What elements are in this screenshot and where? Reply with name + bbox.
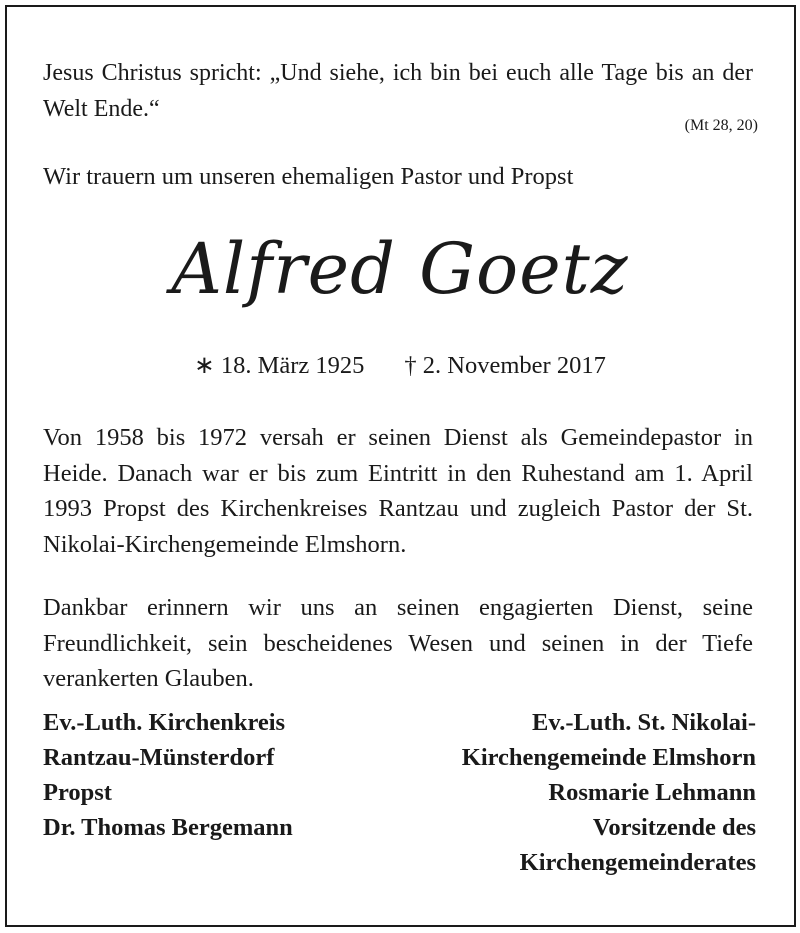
intro-line: Wir trauern um unseren ehemaligen Pastor und Propst [43, 163, 574, 190]
verse-reference: (Mt 28, 20) [684, 117, 758, 134]
signature-right [462, 705, 756, 880]
signature-line: Ev.-Luth. St. Nikolai- [532, 709, 756, 736]
signature-line: Kirchengemeinde Elmshorn [461, 744, 756, 771]
signature-line: Rantzau-Münsterdorf [43, 744, 275, 771]
gratitude-paragraph: Dankbar erinnern wir uns an seinen engagierten Dienst, seine Freundlichkeit, sein bescheidenes Wesen und seinen in der Tiefe verankerten Glauben. [43, 594, 753, 692]
bible-verse: Jesus Christus spricht: „Und siehe, ich bin bei euch alle Tage bis an der Welt Ende.“ [43, 60, 753, 122]
signature-line: Rosmarie Lehmann [548, 779, 756, 806]
signature-left [43, 705, 293, 845]
deceased-name: Alfred Goetz [171, 228, 629, 310]
signature-line: Ev.-Luth. Kirchenkreis [43, 709, 286, 736]
signature-line: Kirchengemeinderates [519, 849, 756, 876]
signature-line: Dr. Thomas Bergemann [43, 814, 293, 841]
death-date: † 2. November 2017 [404, 352, 606, 379]
signature-line: Propst [43, 779, 112, 806]
signature-line: Vorsitzende des [592, 814, 756, 841]
life-dates [0, 350, 800, 380]
birth-date: ∗ 18. März 1925 [194, 352, 365, 379]
biography-paragraph: Von 1958 bis 1972 versah er seinen Dienst als Gemeindepastor in Heide. Danach war er bis zum Eintritt in den Ruhestand am 1. April 1993 Propst des Kirchenkreises Rantzau und zugleich Pastor der St. Nikolai-Kirchengemeinde Elmshorn. [43, 424, 753, 558]
